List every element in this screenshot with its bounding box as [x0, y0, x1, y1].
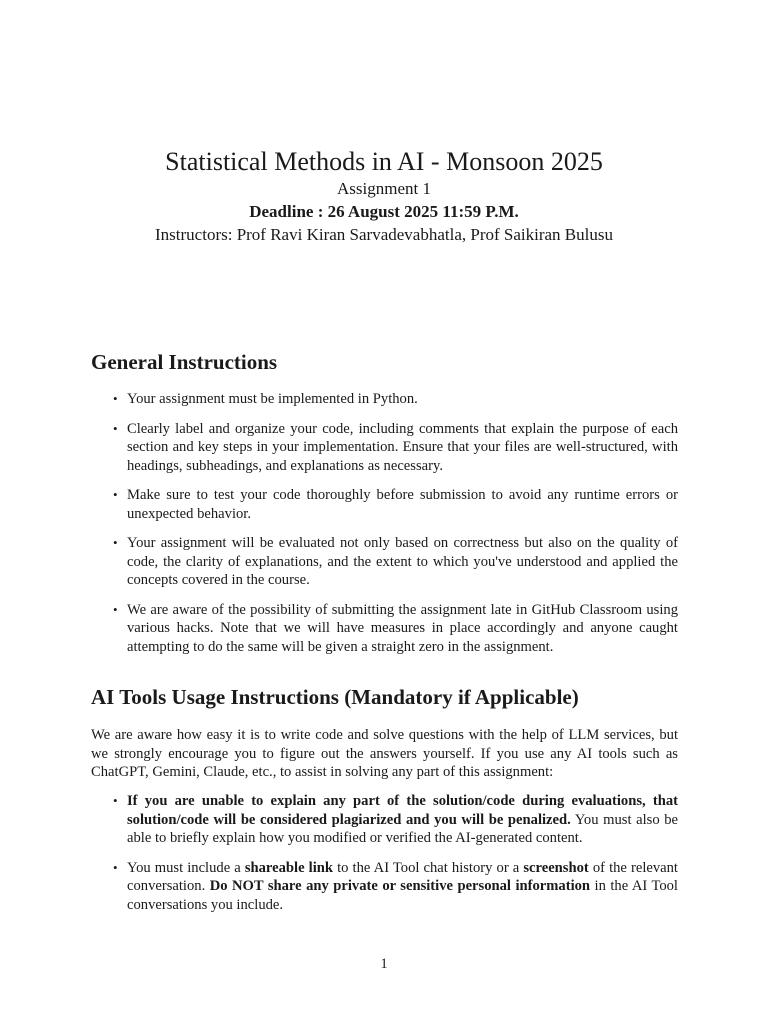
bullet-icon: •	[113, 859, 118, 875]
bullet-icon: •	[113, 601, 118, 617]
ai-tools-list	[91, 792, 678, 925]
bullet-icon: •	[113, 420, 118, 436]
title-block	[0, 146, 768, 246]
page-title: Statistical Methods in AI - Monsoon 2025	[165, 147, 603, 176]
list-item: • We are aware of the possibility of submitting the assignment late in GitHub Classroom using various hacks. Note that we will have measures in place accordingly and anyone caught attempting to do the same will be given a straight zero in the assignment.	[113, 601, 678, 655]
deadline: Deadline : 26 August 2025 11:59 P.M.	[249, 202, 519, 221]
bullet-icon: •	[113, 535, 118, 550]
bullet-icon: •	[113, 487, 118, 502]
list-item: • Your assignment will be evaluated not only based on correctness but also on the quality of code, the clarity of explanations, and the extent to which you've understood and applied the concepts covered in the course.	[113, 535, 678, 588]
bullet-icon: •	[113, 793, 118, 808]
ai-tools-heading: AI Tools Usage Instructions (Mandatory if Applicable)	[91, 685, 579, 709]
bullet-icon: •	[113, 391, 118, 406]
list-item: • Clearly label and organize your code, including comments that explain the purpose of each section and key steps in your implementation. Ensure that your files are well-structured, with headings, subheadings, and explanations as necessary.	[113, 420, 678, 474]
assignment-label: Assignment 1	[337, 179, 431, 198]
list-item: • Make sure to test your code thoroughly before submission to avoid any runtime errors or unexpected behavior.	[113, 487, 678, 522]
instructors: Instructors: Prof Ravi Kiran Sarvadevabhatla, Prof Saikiran Bulusu	[155, 225, 613, 244]
list-item: • If you are unable to explain any part of the solution/code during evaluations, that solution/code will be considered plagiarized and you will be penalized. You must also be able to briefly explain how you modified or verified the AI-generated content.	[113, 793, 679, 846]
list-item: • Your assignment must be implemented in Python.	[113, 391, 418, 407]
page-number: 1	[380, 956, 388, 972]
list-item: • You must include a shareable link to the AI Tool chat history or a screenshot of the relevant conversation. Do NOT share any private or sensitive personal information in the AI Tool conversations you include.	[113, 859, 678, 913]
general-instructions-heading: General Instructions	[91, 350, 278, 374]
ai-tools-intro: We are aware how easy it is to write code and solve questions with the help of LLM services, but we strongly encourage you to figure out the answers yourself. If you use any AI tools such as ChatGPT, Gemini, Claude, etc., to assist in solving any part of this assignment:	[91, 727, 678, 780]
general-instructions-list	[91, 390, 678, 667]
